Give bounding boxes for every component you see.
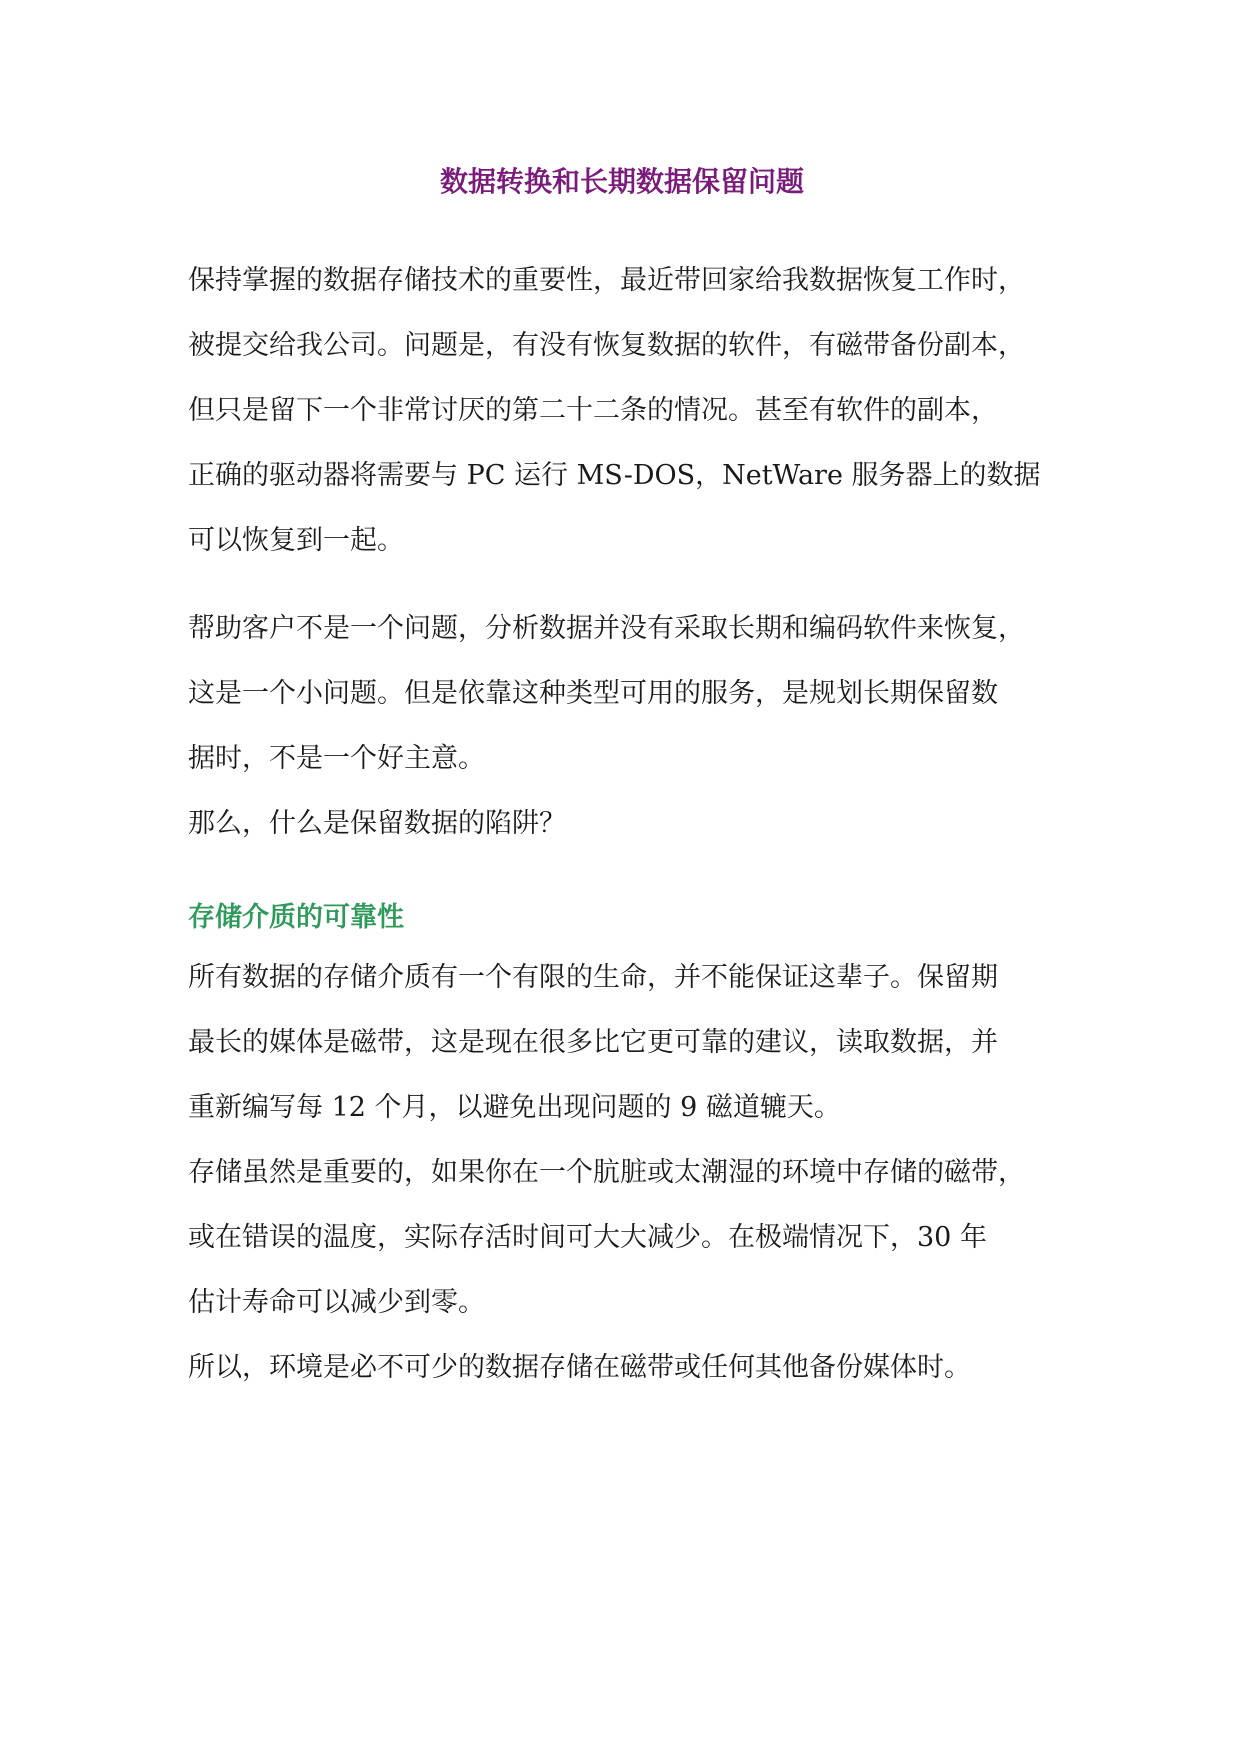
- paragraph-line: 最长的媒体是磁带，这是现在很多比它更可靠的建议，读取数据，并: [188, 1027, 998, 1058]
- paragraph-line: 保持掌握的数据存储技术的重要性，最近带回家给我数据恢复工作时，: [188, 265, 1025, 296]
- paragraph-line: 但只是留下一个非常讨厌的第二十二条的情况。甚至有软件的副本，: [188, 395, 998, 426]
- paragraph-line: 存储虽然是重要的，如果你在一个肮脏或太潮湿的环境中存储的磁带，: [188, 1157, 1025, 1188]
- paragraph-line: 重新编写每 12 个月，以避免出现问题的 9 磁道辘天。: [188, 1092, 841, 1123]
- paragraph: [188, 596, 1056, 791]
- paragraph-line: 可以恢复到一起。: [188, 525, 404, 556]
- paragraph-line: 这是一个小问题。但是依靠这种类型可用的服务，是规划长期保留数: [188, 678, 998, 709]
- paragraph-line: 正确的驱动器将需要与 PC 运行 MS-DOS，NetWare 服务器上的数据: [188, 460, 1041, 491]
- paragraph-line: 据时，不是一个好主意。: [188, 743, 485, 774]
- paragraph: [188, 791, 1056, 856]
- paragraph-line: 被提交给我公司。问题是，有没有恢复数据的软件，有磁带备份副本，: [188, 330, 1025, 361]
- paragraph-line: 估计寿命可以减少到零。: [188, 1287, 485, 1318]
- paragraph: [188, 945, 1056, 1140]
- paragraph: [188, 248, 1056, 573]
- document-title: 数据转换和长期数据保留问题: [439, 165, 804, 198]
- paragraph-line: 那么，什么是保留数据的陷阱？: [188, 808, 566, 839]
- paragraph-line: 帮助客户不是一个问题，分析数据并没有采取长期和编码软件来恢复，: [188, 613, 1025, 644]
- paragraph: [188, 1140, 1056, 1335]
- section-heading: 存储介质的可靠性: [188, 902, 404, 933]
- paragraph-line: 所有数据的存储介质有一个有限的生命，并不能保证这辈子。保留期: [188, 962, 998, 993]
- paragraph-line: 所以，环境是必不可少的数据存储在磁带或任何其他备份媒体时。: [188, 1352, 971, 1383]
- paragraph-line: 或在错误的温度，实际存活时间可大大减少。在极端情况下，30 年: [188, 1222, 987, 1253]
- paragraph: [188, 1335, 1056, 1400]
